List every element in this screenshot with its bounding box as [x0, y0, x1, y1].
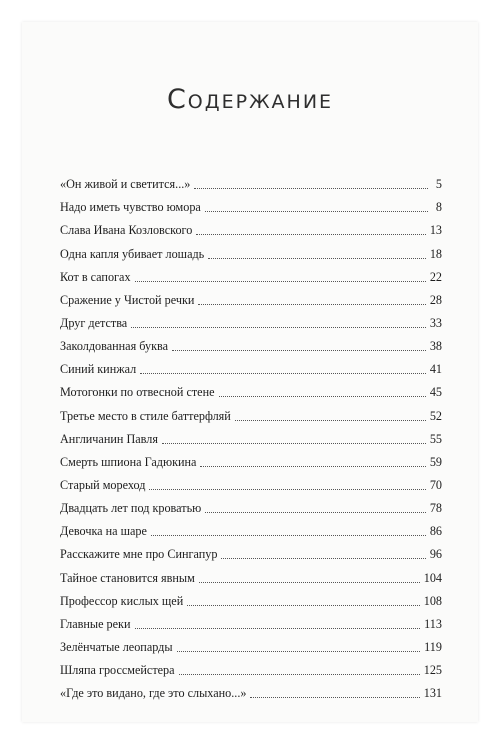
toc-entry: [60, 285, 442, 308]
dot-leader: [221, 558, 425, 559]
toc-entry-page-number: 119: [424, 639, 442, 654]
toc-entry-title: Синий кинжал: [60, 362, 137, 377]
toc-entry-title: Шляпа гроссмейстера: [60, 663, 175, 678]
toc-entry: [60, 400, 442, 423]
toc-entry: [60, 493, 442, 516]
toc-entry: [60, 238, 442, 261]
toc-entry-title: Тайное становится явным: [60, 570, 195, 585]
toc-entry-page-number: 13: [429, 223, 442, 238]
dot-leader: [235, 420, 426, 421]
toc-entry-page-number: 104: [423, 570, 442, 585]
dot-leader: [194, 188, 428, 189]
toc-entry-page-number: 45: [429, 385, 442, 400]
toc-entry: [60, 424, 442, 447]
toc-entry-title: Девочка на шаре: [60, 524, 147, 539]
toc-entry: [60, 308, 442, 331]
toc-entry-title: Третье место в стиле баттерфляй: [60, 408, 231, 423]
toc-entry: [60, 586, 442, 609]
dot-leader: [205, 211, 428, 212]
toc-entry-title: Англичанин Павля: [60, 431, 158, 446]
toc-entry: [60, 377, 442, 400]
toc-entry-page-number: 38: [429, 339, 442, 354]
toc-entry-page-number: 86: [429, 524, 442, 539]
toc-entry-title: «Он живой и светится...»: [60, 177, 191, 192]
toc-entry-title: Одна капля убивает лошадь: [60, 246, 205, 261]
page-title: Содержание: [166, 84, 334, 115]
dot-leader: [151, 535, 426, 536]
toc-entry-page-number: 96: [429, 547, 442, 562]
dot-leader: [205, 512, 426, 513]
toc-entry: [60, 447, 442, 470]
dot-leader: [208, 258, 426, 259]
toc-entry-page-number: 18: [429, 246, 442, 261]
toc-entry-title: Главные реки: [60, 616, 131, 631]
toc-entry-page-number: 108: [423, 593, 442, 608]
toc-entry-title: Надо иметь чувство юмора: [60, 200, 201, 215]
toc-entry-title: Заколдованная буква: [60, 339, 168, 354]
toc-entry-title: Слава Ивана Козловского: [60, 223, 193, 238]
toc-entry-page-number: 22: [429, 269, 442, 284]
toc-entry-page-number: 70: [429, 477, 442, 492]
toc-entry-page-number: 59: [429, 454, 442, 469]
table-of-contents: [60, 169, 442, 701]
book-page: [22, 22, 478, 722]
toc-entry: [60, 609, 442, 632]
toc-entry-title: Мотогонки по отвесной стене: [60, 385, 215, 400]
dot-leader: [187, 605, 419, 606]
toc-entry-page-number: 78: [429, 501, 442, 516]
toc-entry-page-number: 41: [429, 362, 442, 377]
dot-leader: [149, 489, 425, 490]
toc-entry-title: Старый мореход: [60, 477, 146, 492]
toc-entry-title: Расскажите мне про Сингапур: [60, 547, 218, 562]
toc-entry-title: Сражение у Чистой речки: [60, 292, 195, 307]
toc-entry: [60, 562, 442, 585]
dot-leader: [140, 373, 426, 374]
toc-entry-page-number: 8: [435, 200, 442, 215]
toc-entry-title: «Где это видано, где это слыхано...»: [60, 686, 247, 701]
toc-entry-title: Двадцать лет под кроватью: [60, 501, 202, 516]
dot-leader: [199, 582, 420, 583]
toc-entry: [60, 169, 442, 192]
dot-leader: [162, 443, 426, 444]
toc-entry: [60, 470, 442, 493]
toc-entry: [60, 516, 442, 539]
toc-entry-page-number: 28: [429, 292, 442, 307]
toc-entry-page-number: 5: [435, 177, 442, 192]
toc-entry-title: Друг детства: [60, 315, 128, 330]
toc-entry-page-number: 55: [429, 431, 442, 446]
toc-entry: [60, 678, 442, 701]
dot-leader: [135, 628, 421, 629]
toc-entry: [60, 262, 442, 285]
dot-leader: [219, 396, 426, 397]
toc-entry: [60, 192, 442, 215]
dot-leader: [250, 697, 419, 698]
toc-entry-page-number: 113: [424, 616, 442, 631]
toc-entry-title: Профессор кислых щей: [60, 593, 184, 608]
dot-leader: [131, 327, 426, 328]
dot-leader: [200, 466, 425, 467]
toc-entry: [60, 354, 442, 377]
toc-entry: [60, 539, 442, 562]
toc-entry: [60, 655, 442, 678]
dot-leader: [198, 304, 425, 305]
dot-leader: [177, 651, 421, 652]
toc-entry-page-number: 125: [423, 663, 442, 678]
dot-leader: [135, 281, 426, 282]
dot-leader: [196, 234, 425, 235]
toc-entry-page-number: 131: [423, 686, 442, 701]
toc-entry-page-number: 33: [429, 315, 442, 330]
dot-leader: [172, 350, 426, 351]
toc-entry: [60, 215, 442, 238]
toc-entry-page-number: 52: [429, 408, 442, 423]
toc-entry-title: Кот в сапогах: [60, 269, 131, 284]
toc-entry-title: Смерть шпиона Гадюкина: [60, 454, 197, 469]
toc-entry: [60, 632, 442, 655]
dot-leader: [179, 674, 420, 675]
toc-entry: [60, 331, 442, 354]
toc-entry-title: Зелёнчатые леопарды: [60, 639, 173, 654]
